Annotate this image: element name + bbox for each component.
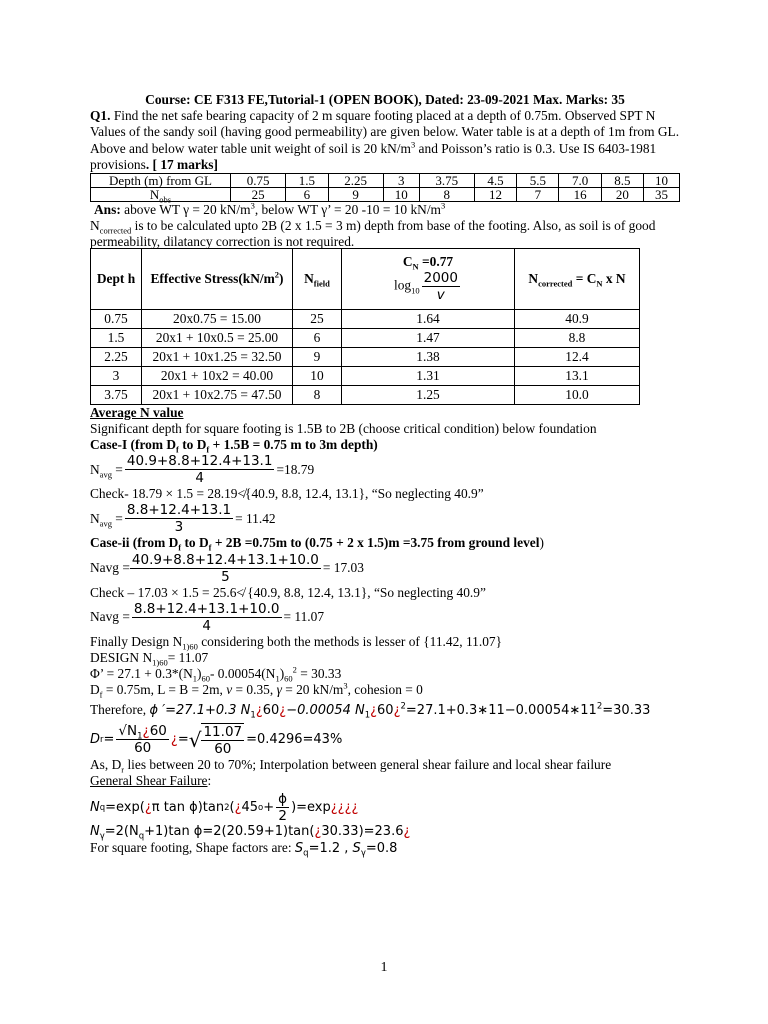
nobs-cell: 20 — [601, 188, 643, 202]
table-row — [91, 188, 680, 202]
col-ncorrected-header: $N_{corrected} = C_N$ x N — [515, 248, 640, 309]
cell-depth: 3.75 — [91, 385, 142, 404]
cell-stress: 20x1 + 10x2.75 = 47.50 — [142, 385, 293, 404]
cell-stress: 20x0.75 = 15.00 — [142, 309, 293, 328]
table-row — [91, 366, 640, 385]
nobs-cell: 12 — [474, 188, 516, 202]
cell-cn: 1.25 — [342, 385, 515, 404]
nobs-cell: 9 — [328, 188, 383, 202]
depth-cell: 5.5 — [517, 174, 559, 188]
cell-ncorrected: 8.8 — [515, 328, 640, 347]
cell-nfield: 10 — [293, 366, 342, 385]
table-row — [91, 309, 640, 328]
table-row — [91, 385, 640, 404]
cell-depth: 0.75 — [91, 309, 142, 328]
case-2-heading: Case-ii (from $D_f$ to $D_f + 2B =0.75m$ to (0.75 + 2 x 1.5)m =3.75 from ground level) — [90, 535, 544, 554]
depth-cell: 8.5 — [601, 174, 643, 188]
page-number: 1 — [380, 960, 388, 975]
question-1: Q1. Find the net safe bearing capacity of 2 m square footing placed at a depth of 0.75m. Observed SPT N Values of the sandy soil (having good permeability) are given below. Water table is at a depth of 1m from GL. Above and below water table unit weight of soil is 20 $kN/m^3$ and Poisson’s ratio is 0.3. Use IS 6403-1981 provisions. [ 17 marks] — [90, 108, 680, 172]
nobs-cell: 8 — [419, 188, 474, 202]
finally-design-text: Finally Design $N_{1)60}$ considering both the methods is lesser of {11.42, 11.07} — [90, 633, 503, 652]
general-shear-heading: General Shear Failure: — [90, 773, 212, 789]
average-n-heading: Average N value — [90, 404, 184, 420]
col-stress-header: Effective $Stress(kN/m^2)$ — [142, 248, 293, 309]
cell-cn: 1.64 — [342, 309, 515, 328]
nobs-cell: 10 — [383, 188, 419, 202]
parameters-text: $D_f = 0.75m$, L = B = 2m, v = 0.35, γ = 20 $kN/m^3$, cohesion = 0 — [90, 680, 423, 701]
depth-cell: 2.25 — [328, 174, 383, 188]
phi-equation: Φ’ = $27.1 + 0.3*(N_1)_{60}-$ $0.00054(N_1)_{60}^2 = 30.33$ — [90, 664, 342, 684]
ncorrected-note: $N_{corrected}$ is to be calculated upto 2B (2 x 1.5 = 3 m) depth from base of the footing. Also, as soil is of good permeability, dilatancy correction is not required. — [90, 218, 656, 250]
shape-factors-text: For square footing, Shape factors are: $S_q=1.2$ , $S_\gamma=0.8$ — [90, 840, 398, 860]
table-row — [91, 174, 680, 188]
navg-1-equation: $N_{avg}$ = $\frac{40.9+8.8+12.4+13.1}{4}$ =18.79 — [90, 453, 315, 487]
check-2-text: Check – 17.03 × 1.5 = 25.6≮ {40.9, 8.8, 12.4, 13.1}, “So neglecting 40.9” — [90, 584, 486, 600]
check-1-text: Check- 18.79 × 1.5 = 28.19≮{40.9, 8.8, 12.4, 13.1}, “So neglecting 40.9” — [90, 486, 484, 502]
navg-3-equation: Navg = $\frac{40.9+8.8+12.4+13.1+10.0}{5}$ = 17.03 — [90, 551, 364, 585]
cell-depth: 3 — [91, 366, 142, 385]
cell-ncorrected: 10.0 — [515, 385, 640, 404]
depth-cell: 7.0 — [559, 174, 601, 188]
significant-depth-text: Significant depth for square footing is 1.5B to 2B (choose critical condition) below foundation — [90, 420, 597, 436]
cell-depth: 1.5 — [91, 328, 142, 347]
course-header: Course: CE F313 FE,Tutorial-1 (OPEN BOOK), Dated: 23-09-2021 Max. Marks: 35 — [145, 92, 625, 107]
table-header-row — [91, 248, 640, 309]
depth-cell: 3.75 — [419, 174, 474, 188]
col-depth-header: Dept h — [91, 248, 142, 309]
cell-ncorrected: 12.4 — [515, 347, 640, 366]
cell-nfield: 25 — [293, 309, 342, 328]
cell-stress: 20x1 + 10x2 = 40.00 — [142, 366, 293, 385]
nobs-cell: 25 — [231, 188, 286, 202]
design-n-text: DESIGN $N_{1)60}= 11.07$ — [90, 650, 209, 668]
as-dr-text: As, $D_r$ lies between 20 to 70%; Interpolation between general shear failure and local shear failure — [90, 756, 612, 775]
depth-cell: 10 — [644, 174, 680, 188]
navg-2-equation: $N_{avg}$ = $\frac{8.8+12.4+13.1}{3}$ = 11.42 — [90, 502, 276, 536]
ncorrected-table — [90, 248, 640, 405]
table-row — [91, 347, 640, 366]
answer-line: Ans: above WT γ = 20 $kN/m^3$, below WT γ’ = 20 -10 = 10 $kN/m^3$ — [94, 200, 446, 218]
col-cn-header: $C_N =0.77$ $\log_{10}$ $\frac{2000}{v}$ — [342, 248, 515, 309]
cell-cn: 1.47 — [342, 328, 515, 347]
cell-nfield: 9 — [293, 347, 342, 366]
cell-stress: 20x1 + 10x1.25 = 32.50 — [142, 347, 293, 366]
depth-cell: 1.5 — [286, 174, 328, 188]
navg-4-equation: Navg = $\frac{8.8+12.4+13.1+10.0}{4}$ = 11.07 — [90, 600, 325, 634]
case-1-heading: Case-I (from $D_f$ to $D_f + 1.5B = 0.75$ m to 3m depth) — [90, 437, 378, 455]
table-row — [91, 328, 640, 347]
nobs-cell: 35 — [644, 188, 680, 202]
cell-depth: 2.25 — [91, 347, 142, 366]
depth-cell: 3 — [383, 174, 419, 188]
therefore-equation: Therefore, ϕ ′=27.1+0.3 $N_1¿60¿-0.00054$ $N_1¿60¿^2=27.1+0.3∗11-0.00054∗11^2=30.33$ — [90, 701, 651, 721]
nobs-cell: 7 — [517, 188, 559, 202]
depth-label-cell: Depth (m) from GL — [91, 174, 231, 188]
nobs-label-cell: $N_{obs}$ — [91, 188, 231, 202]
cell-ncorrected: 13.1 — [515, 366, 640, 385]
col-nfield-header: $N_{field}$ — [293, 248, 342, 309]
cell-ncorrected: 40.9 — [515, 309, 640, 328]
cell-nfield: 6 — [293, 328, 342, 347]
cell-cn: 1.38 — [342, 347, 515, 366]
cell-stress: 20x1 + 10x0.5 = 25.00 — [142, 328, 293, 347]
nq-equation: N q =exp( ¿ π tan ϕ)tan 2 ( ¿ 45 o + $\frac{\phi}{2}$ )=exp ¿ ¿ ¿ ¿ — [90, 791, 359, 825]
depth-cell: 4.5 — [474, 174, 516, 188]
depth-cell: 0.75 — [231, 174, 286, 188]
spt-table — [90, 173, 680, 205]
nobs-cell: 16 — [559, 188, 601, 202]
ngamma-equation: $N_\gamma=2(N_q+1)\tan$ ϕ=2(20.59+1)tan(¿30.33)=23.6¿ — [90, 824, 411, 842]
nobs-cell: 6 — [286, 188, 328, 202]
cell-cn: 1.31 — [342, 366, 515, 385]
document-page — [90, 92, 680, 858]
cell-nfield: 8 — [293, 385, 342, 404]
dr-equation: D r = $\frac{√N_1¿60}{60}$ ¿ = √ $\frac{11.07}{60}$ =0.4296=43% — [90, 723, 343, 757]
